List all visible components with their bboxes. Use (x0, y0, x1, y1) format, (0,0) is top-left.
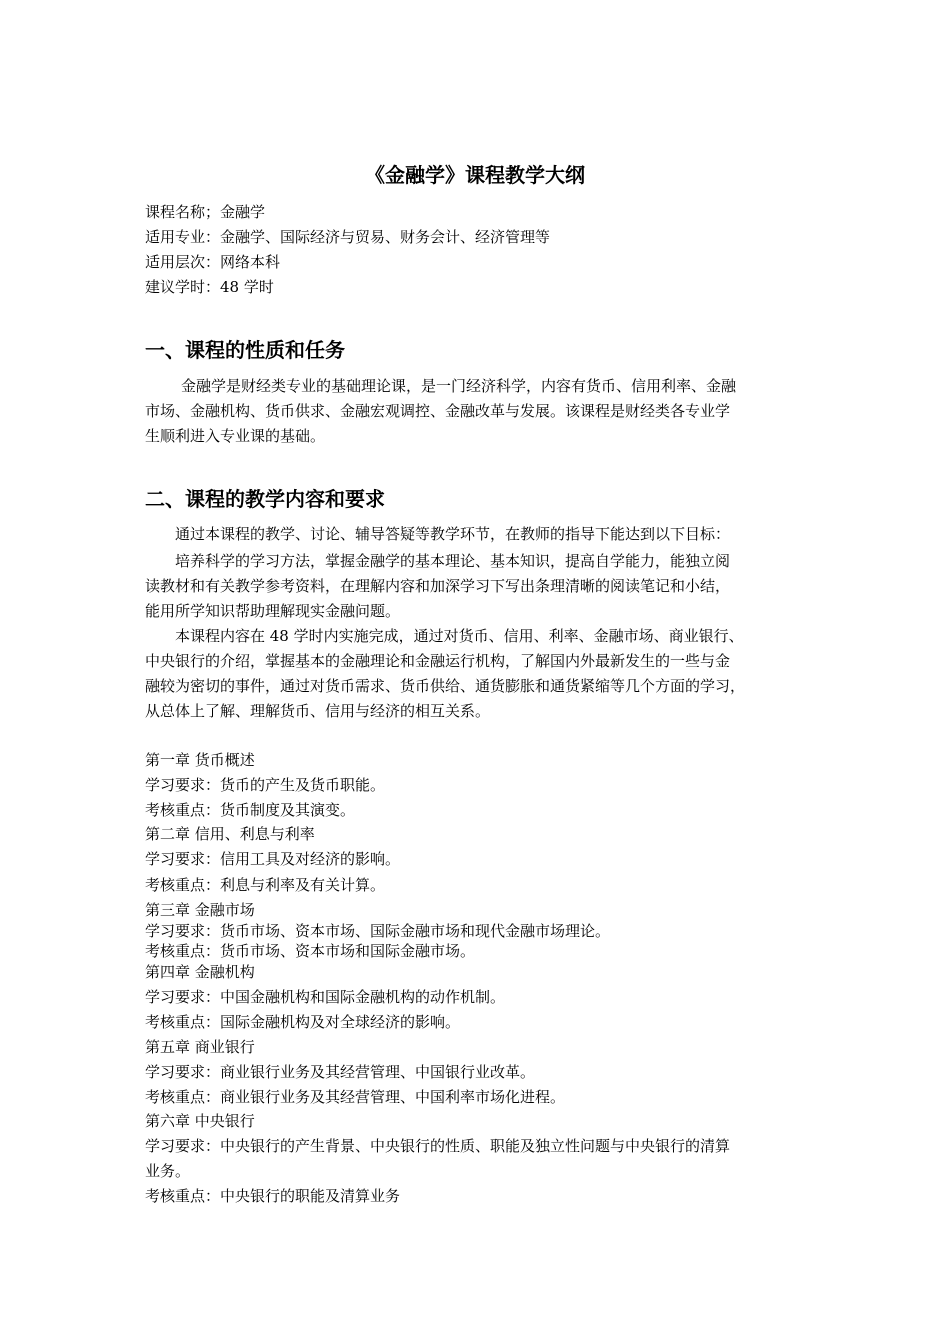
chapter-6-title: 第六章 中央银行 (145, 1112, 255, 1130)
chapter-4-key-point: 考核重点：国际金融机构及对全球经济的影响。 (145, 1013, 461, 1031)
paragraph-line: 融较为密切的事件，通过对货币需求、货币供给、通货膨胀和通货紧缩等几个方面的学习， (145, 677, 746, 695)
info-level: 适用层次：网络本科 (145, 253, 281, 271)
paragraph-line: 本课程内容在 48 学时内实施完成，通过对货币、信用、利率、金融市场、商业银行、 (175, 627, 744, 645)
section-2-paragraph-3 (145, 624, 817, 724)
chapter-4-requirement: 学习要求：中国金融机构和国际金融机构的动作机制。 (145, 988, 506, 1006)
section-1-paragraph (145, 374, 817, 449)
section-2-paragraph-1 (145, 522, 817, 547)
document-title: 《金融学》课程教学大纲 (365, 163, 585, 187)
chapter-3-title: 第三章 金融市场 (145, 901, 255, 919)
chapter-1-key-point: 考核重点：货币制度及其演变。 (145, 801, 356, 819)
section-1-heading: 一、课程的性质和任务 (145, 338, 345, 362)
section-2-heading: 二、课程的教学内容和要求 (145, 487, 385, 511)
chapter-1-requirement: 学习要求：货币的产生及货币职能。 (145, 776, 386, 794)
chapter-6-requirement: 学习要求：中央银行的产生背景、中央银行的性质、职能及独立性问题与中央银行的清算 (145, 1137, 731, 1155)
chapter-1-title: 第一章 货币概述 (145, 751, 255, 769)
paragraph-line: 从总体上了解、理解货币、信用与经济的相互关系。 (145, 702, 491, 720)
paragraph-line: 培养科学的学习方法，掌握金融学的基本理论、基本知识，提高自学能力，能独立阅 (175, 552, 731, 570)
section-2-paragraph-2 (145, 549, 817, 624)
chapter-5-key-point: 考核重点：商业银行业务及其经营管理、中国利率市场化进程。 (145, 1088, 566, 1106)
paragraph-line: 通过本课程的教学、讨论、辅导答疑等教学环节，在教师的指导下能达到以下目标： (175, 525, 731, 543)
chapter-4-title: 第四章 金融机构 (145, 963, 255, 981)
info-hours: 建议学时：48 学时 (145, 278, 274, 296)
chapter-6-requirement-continued: 业务。 (145, 1162, 191, 1180)
chapter-3-requirement: 学习要求：货币市场、资本市场、国际金融市场和现代金融市场理论。 (145, 922, 611, 940)
paragraph-line: 读教材和有关教学参考资料，在理解内容和加深学习下写出条理清晰的阅读笔记和小结， (145, 577, 731, 595)
chapter-2-key-point: 考核重点：利息与利率及有关计算。 (145, 876, 386, 894)
paragraph-line: 中央银行的介绍，掌握基本的金融理论和金融运行机构，了解国内外最新发生的一些与金 (145, 652, 731, 670)
chapter-5-requirement: 学习要求：商业银行业务及其经营管理、中国银行业改革。 (145, 1063, 536, 1081)
paragraph-line: 能用所学知识帮助理解现实金融问题。 (145, 602, 401, 620)
chapter-3-key-point: 考核重点：货币市场、资本市场和国际金融市场。 (145, 942, 476, 960)
chapter-2-requirement: 学习要求：信用工具及对经济的影响。 (145, 850, 401, 868)
chapter-2-title: 第二章 信用、利息与利率 (145, 825, 315, 843)
chapter-5-title: 第五章 商业银行 (145, 1038, 255, 1056)
info-major: 适用专业：金融学、国际经济与贸易、财务会计、经济管理等 (145, 228, 551, 246)
paragraph-line: 生顺利进入专业课的基础。 (145, 427, 326, 445)
chapter-6-key-point: 考核重点：中央银行的职能及清算业务 (145, 1187, 401, 1205)
paragraph-line: 金融学是财经类专业的基础理论课，是一门经济科学，内容有货币、信用利率、金融 (181, 377, 737, 395)
paragraph-line: 市场、金融机构、货币供求、金融宏观调控、金融改革与发展。该课程是财经类各专业学 (145, 402, 731, 420)
info-course-name: 课程名称；金融学 (145, 203, 266, 221)
